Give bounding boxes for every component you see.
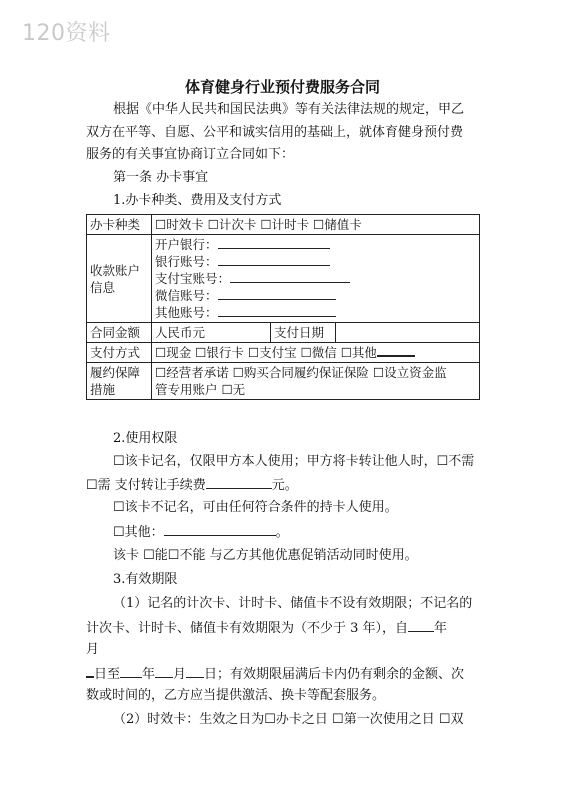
section-3-p1-line-3: 月	[86, 642, 100, 657]
other-permission-label: ☐其他：	[113, 525, 164, 540]
end-year-unit: 年	[142, 667, 156, 682]
amount-value: 人民币元	[152, 323, 271, 343]
other-account-label: 其他账号：	[155, 305, 218, 320]
account-label-line-2: 信息	[90, 279, 116, 295]
transfer-fee-blank	[206, 476, 272, 489]
section-3-p1-line-5: 数或时间的，乙方应当提供激活、换卡等配套服务。	[86, 688, 386, 703]
article-1-subheading: 1.办卡种类、费用及支付方式	[113, 193, 282, 208]
section-3-p1-line-1: （1）记名的计次卡、计时卡、储值卡不设有效期限；不记名的	[113, 596, 473, 611]
account-fields	[152, 235, 480, 323]
alipay-blank	[230, 270, 350, 283]
section-2-p3	[113, 523, 289, 542]
other-account-blank	[218, 304, 336, 317]
end-month-blank	[155, 665, 173, 678]
amount-label: 合同金额	[87, 323, 152, 343]
bank-blank	[218, 236, 330, 249]
other-permission-end: 。	[275, 525, 289, 540]
section-3-p1-line-2	[86, 619, 447, 638]
other-permission-blank	[164, 523, 276, 536]
pay-date-value	[336, 323, 480, 343]
start-year-unit: 年	[434, 621, 448, 636]
account-label	[87, 235, 152, 323]
section-2-p4: 该卡 ☐能☐不能 与乙方其他优惠促销活动同时使用。	[113, 548, 418, 563]
table-row	[87, 235, 480, 323]
guarantee-line-2: 管专用账户 ☐无	[155, 382, 246, 397]
guarantee-label-line-1: 履约保障	[90, 365, 141, 380]
intro-line-1: 根据《中华人民共和国民法典》等有关法律法规的规定，甲乙	[113, 102, 465, 117]
pay-method-other-blank	[377, 345, 415, 357]
pay-method-label: 支付方式	[87, 343, 152, 363]
wechat-blank	[218, 287, 336, 300]
table-row	[87, 363, 480, 400]
card-type-options: ☐时效卡 ☐计次卡 ☐计时卡 ☐储值卡	[152, 215, 480, 235]
card-type-label: 办卡种类	[87, 215, 152, 235]
intro-line-2: 双方在平等、自愿、公平和诚实信用的基础上，就体育健身预付费	[86, 125, 464, 140]
end-day-blank	[186, 665, 204, 678]
section-2-p1-line-2	[86, 476, 298, 495]
table-row	[87, 323, 480, 343]
alipay-field	[155, 270, 476, 287]
bank-account-label: 银行账号：	[155, 254, 218, 269]
pay-method-options-text: ☐现金 ☐银行卡 ☐支付宝 ☐微信 ☐其他	[155, 345, 377, 360]
end-year-blank	[120, 665, 142, 678]
section-2-p2: ☐该卡不记名，可由任何符合条件的持卡人使用。	[113, 500, 398, 515]
pay-method-options	[152, 343, 480, 363]
section-3-p1-line-4	[86, 664, 464, 684]
start-day-blank	[86, 664, 94, 678]
wechat-label: 微信账号：	[155, 288, 218, 303]
section-2-heading: 2.使用权限	[113, 431, 178, 446]
transfer-fee-unit: 元。	[271, 478, 298, 493]
pay-date-label: 支付日期	[271, 323, 336, 343]
guarantee-options	[152, 363, 480, 400]
article-1-heading: 第一条 办卡事宜	[113, 170, 209, 185]
bank-label: 开户银行：	[155, 237, 218, 252]
transfer-fee-text: ☐需 支付转让手续费	[86, 478, 206, 493]
section-2-p1-line-1: ☐该卡记名，仅限甲方本人使用；甲方将卡转让他人时，☐不需	[113, 454, 475, 469]
account-label-line-1: 收款账户	[90, 262, 141, 278]
alipay-label: 支付宝账号：	[155, 271, 231, 286]
watermark: 120资料	[22, 21, 111, 46]
card-info-table	[86, 214, 480, 400]
guarantee-label	[87, 363, 152, 400]
end-day-rest: 日；有效期限届满后卡内仍有剩余的金额、次	[204, 667, 465, 682]
wechat-field	[155, 287, 476, 304]
contract-title: 体育健身行业预付费服务合同	[184, 78, 380, 96]
validity-text: 计次卡、计时卡、储值卡有效期限为（不少于 3 年），自	[86, 621, 409, 636]
intro-line-3: 服务的有关事宜协商订立合同如下：	[86, 147, 295, 162]
start-day-unit: 日至	[94, 667, 121, 682]
start-year-blank	[408, 619, 434, 632]
section-3-heading: 3.有效期限	[113, 572, 178, 587]
guarantee-line-1: ☐经营者承诺 ☐购买合同履约保证保险 ☐设立资金监	[155, 365, 447, 380]
bank-account-field	[155, 253, 476, 270]
end-month-unit: 月	[173, 667, 187, 682]
bank-field	[155, 236, 476, 253]
section-3-p2-line-1: （2）时效卡：生效之日为☐办卡之日 ☐第一次使用之日 ☐双	[113, 712, 464, 727]
table-row	[87, 343, 480, 363]
bank-account-blank	[218, 253, 330, 266]
other-account-field	[155, 304, 476, 321]
guarantee-label-line-2: 措施	[90, 382, 116, 397]
table-row	[87, 215, 480, 235]
